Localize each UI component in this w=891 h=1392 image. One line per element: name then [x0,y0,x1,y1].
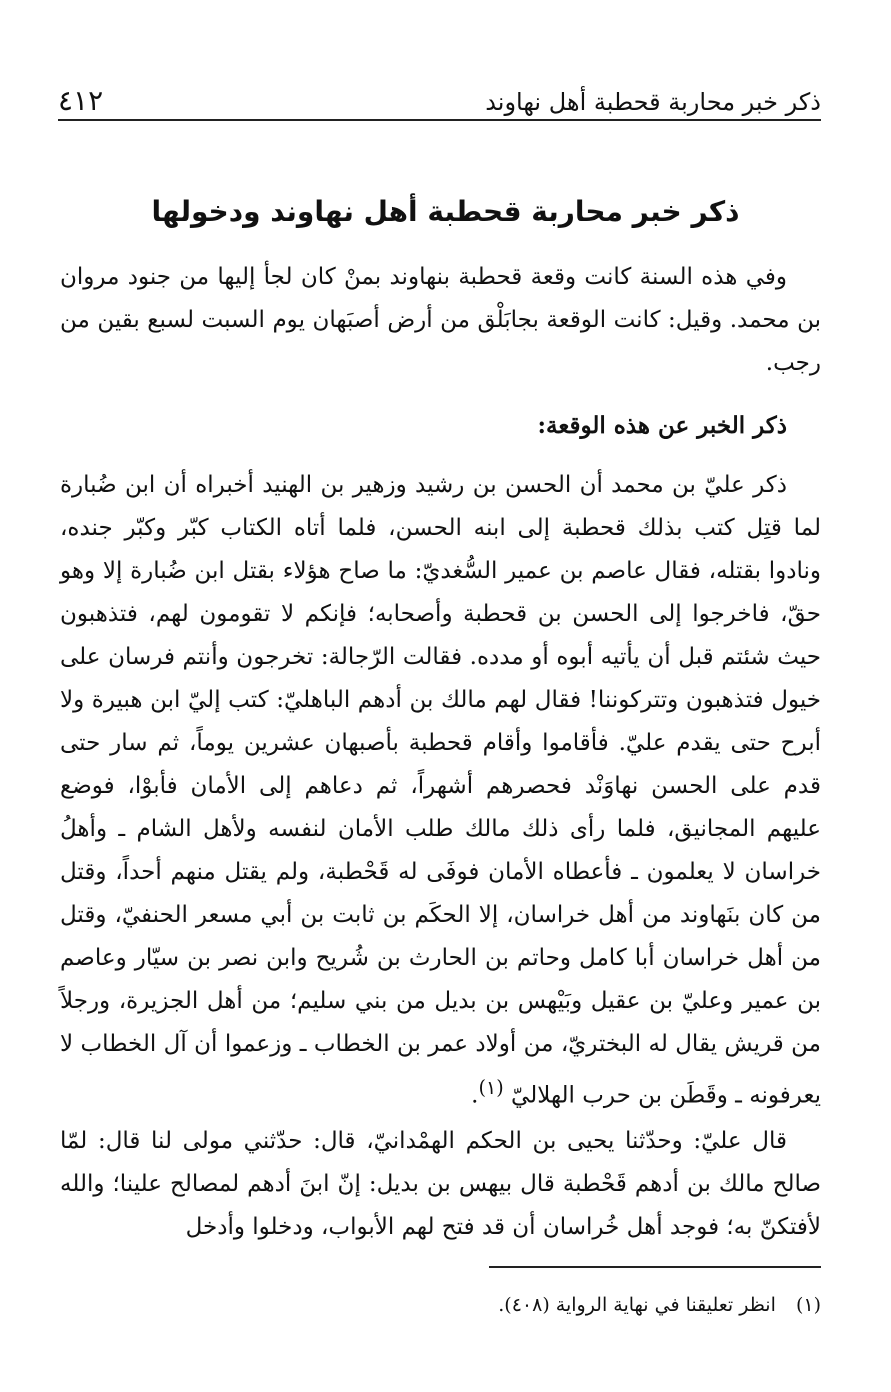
footnote-reference: (١) [478,1076,504,1099]
main-paragraph-block [60,464,821,1118]
last-paragraph: قال عليّ: وحدّثنا يحيى بن الحكم الهمْدانيّ، قال: حدّثني مولى لنا قال: لمّا صالح مالك بن أدهم قَحْطبة قال بيهس بن بديل: إنّ ابنَ أدهم لمصالح علينا؛ والله لأفتكنّ به؛ فوجد أهل خُراسان أن قد فتح لهم الأبواب، ودخلوا وأدخل [60,1128,821,1240]
page-number: ٤١٢ [58,84,104,117]
footnote-divider [489,1266,821,1268]
header-divider [58,119,821,121]
running-header [58,78,821,118]
main-paragraph-text: ذكر عليّ بن محمد أن الحسن بن رشيد وزهير بن الهنيد أخبراه أن ابن ضُبارة لما قتِل كتب بذلك قحطبة إلى ابنه الحسن، فلما أتاه الكتاب كبّر وكبّر جنده، ونادوا بقتله، فقال عاصم بن عمير السُّغديّ: ما صاح هؤلاء بقتل ابن ضُبارة إلا وهو حقّ، فاخرجوا إلى الحسن بن قحطبة وأصحابه؛ فإنكم لا تقومون لهم، فتذهبون حيث شئتم قبل أن يأتيه أبوه أو مدده. فقالت الرّجالة: تخرجون وأنتم فرسان على خيول فتذهبون وتتركوننا! فقال لهم مالك بن أدهم الباهليّ: كتب إليّ ابن هبيرة ولا أبرح حتى يقدم عليّ. فأقاموا وأقام قحطبة بأصبهان عشرين يوماً، ثم سار حتى قدم على الحسن نهاوَنْد فحصرهم أشهراً، ثم دعاهم إلى الأمان فأبوْا، فوضع عليهم المجانيق، فلما رأى ذلك مالك طلب الأمان لنفسه ولأهل الشام ـ وأهلُ خراسان لا يعلمون ـ فأعطاه الأمان فوفَى له قَحْطبة، ولم يقتل منهم أحداً، وقتل من كان بنَهاوند من أهل خراسان، إلا الحكَم بن ثابت بن أبي مسعر الحنفيّ، وقتل من أهل خراسان أبا كامل وحاتم بن الحارث بن شُريح وابن نصر بن سيّار وعاصم بن عمير وعليّ بن عقيل وبَيْهس بن بديل من بني سليم؛ من أهل الجزيرة، ورجلاً من قريش يقال له البختريّ، من أولاد عمر بن الخطاب ـ وزعموا أن آل الخطاب لا يعرفونه ـ وقَطَن بن حرب الهلاليّ [60,472,821,1109]
intro-paragraph-block [60,256,821,385]
footnote [60,1290,821,1320]
main-paragraph [60,464,821,1118]
footnote-text: انظر تعليقنا في نهاية الرواية (٤٠٨). [498,1294,776,1316]
last-paragraph-block [60,1120,821,1249]
running-title: ذكر خبر محاربة قحطبة أهل نهاوند [485,88,821,116]
main-paragraph-end: . [471,1082,479,1109]
footnote-marker: (١) [795,1294,821,1316]
chapter-title: ذكر خبر محاربة قحطبة أهل نهاوند ودخولها [151,195,740,228]
intro-paragraph: وفي هذه السنة كانت وقعة قحطبة بنهاوند بمنْ كان لجأ إليها من جنود مروان بن محمد. وقيل: كانت الوقعة بجابَلْق من أرض أصبَهان يوم السبت لسبع بقين من رجب. [60,264,821,376]
section-subheading: ذكر الخبر عن هذه الوقعة: [537,412,787,439]
